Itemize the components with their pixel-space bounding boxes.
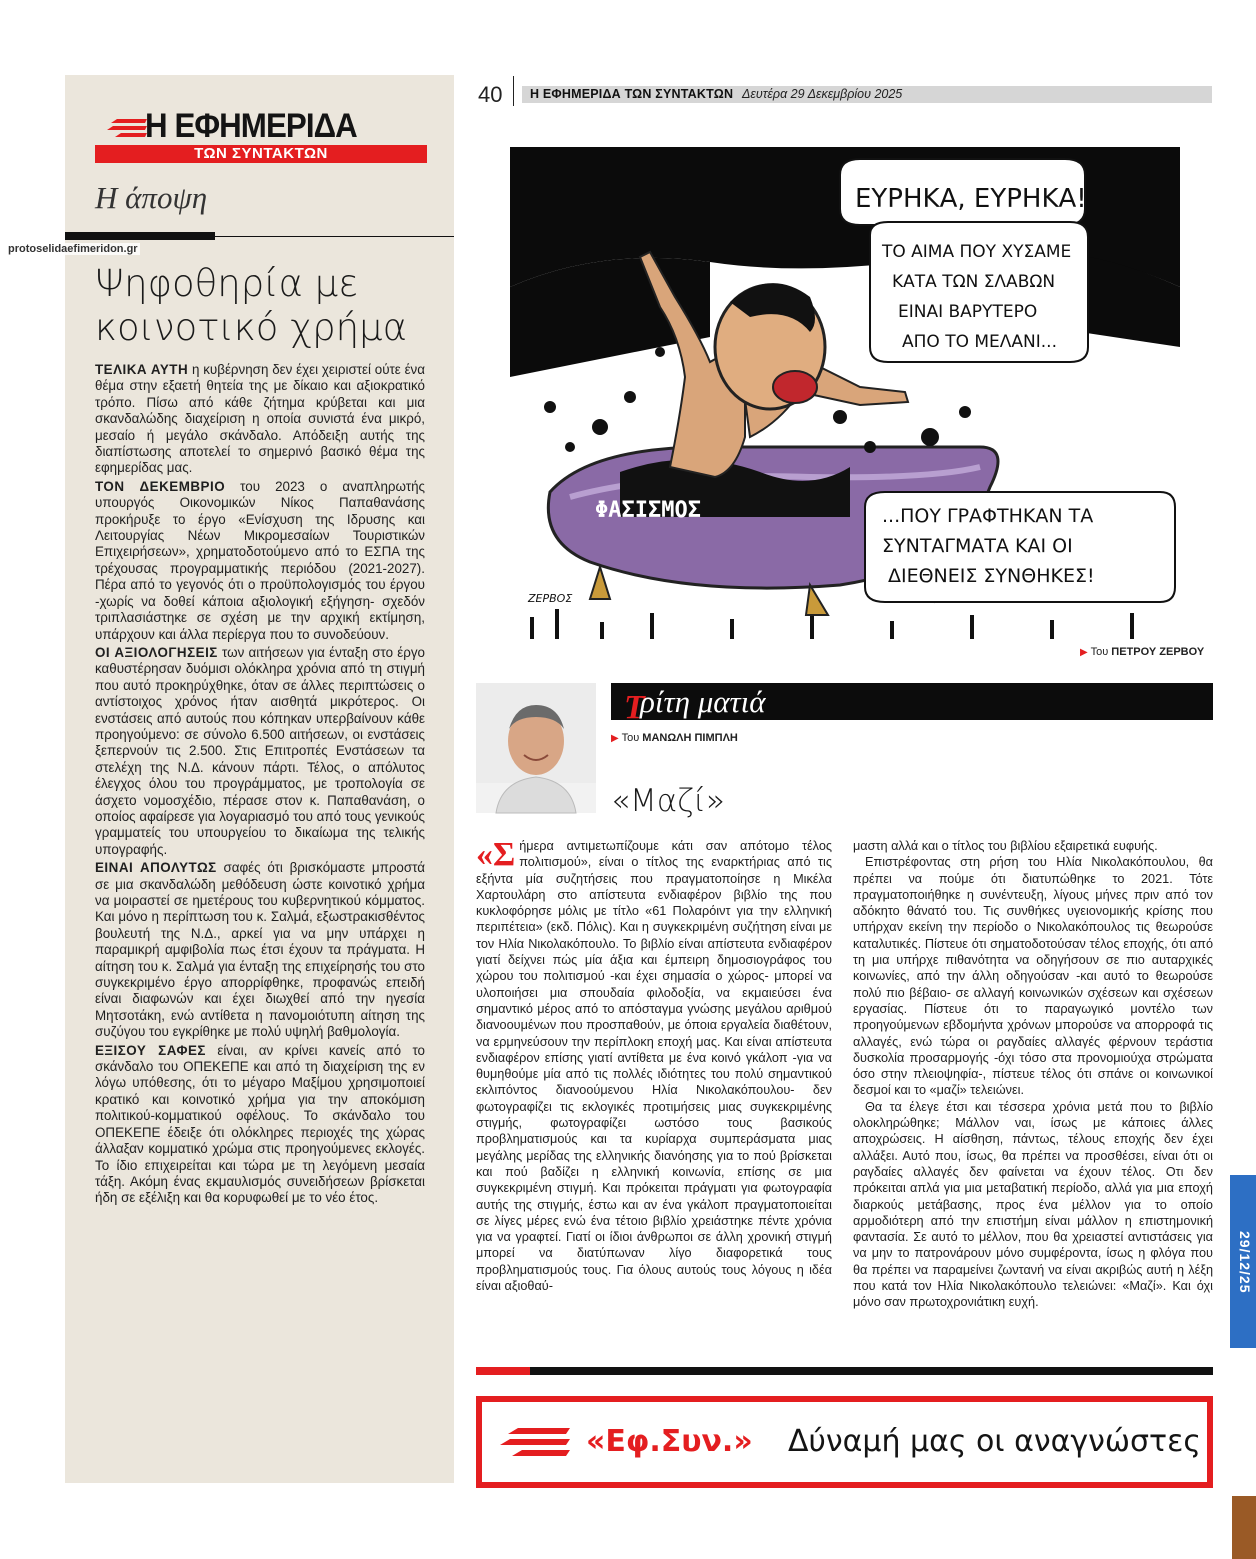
bottom-rule-black <box>530 1367 1213 1375</box>
editorial-column <box>65 75 454 1483</box>
section-rule-thin <box>215 236 454 237</box>
paragraph-lead: ΟΙ ΑΞΙΟΛΟΓΗΣΕΙΣ <box>95 644 218 660</box>
speech-bubble-blood: ΤΟ ΑΙΜΑ ΠΟΥ ΧΥΣΑΜΕ ΚΑΤΑ ΤΩΝ ΣΛΑΒΩΝ ΕΙΝΑΙ ΒΑΡΥΤΕΡΟ ΑΠΟ ΤΟ ΜΕΛΑΝΙ... <box>882 242 1072 352</box>
paragraph-lead: ΕΞΙΣΟΥ ΣΑΦΕΣ <box>95 1042 206 1058</box>
column-text-left <box>476 838 832 1294</box>
paragraph-text: των αιτήσεων για ένταξη στο έργο καθυστέρησαν δυόμισι ολόκληρα χρόνια από τη στιγμή που αυτό προκηρύχθηκε, όταν σε άλλες περιπτώσεις ο αντίστοιχος χρόνος ήταν αισθητά μικρότερος. Οι ενστάσεις από αυτούς που κόπηκαν υπερβαίνουν κάθε προηγούμενο: σε σύνολο 6.500 αιτήσεων, οι ενστάσεις ξεπερνούν τις 2.500. Στις Επιτροπές Ενστάσεων τα στελέχη της Ν.Δ. κάνουν πάρτι. Τέλος, ο απόλυτος έλεγχος όλου του προγράμματος, με τροπολογία σε άσχετο νομοσχέδιο, πέρασε στον κ. Παπαθανάση, ο οποίος αφαίρεσε για λογαριασμό του από τους γενικούς γραμματείς του υπουργείου το δικαίωμα της τελικής υπογραφής. <box>95 644 425 857</box>
masthead-name-bottom: ΤΩΝ ΣΥΝΤΑΚΤΩΝ <box>194 145 328 162</box>
promo-banner[interactable] <box>476 1396 1213 1488</box>
section-label: Η άποψη <box>95 180 208 215</box>
column-paragraph: Θα τα έλεγε έτσι και τέσσερα χρόνια μετά που το βιβλίο ολοκληρώθηκε; Μάλλον ναι, ίσως με κάποιες άλλες αποχρώσεις. Η αίσθηση, πάντως, τέλους εποχής δεν έχει αλλάξει. Αυτό που, ίσως, θα πρέπει να προσθέσει, είναι ότι οι ραγδαίες αλλαγές δεν φαίνεται να έχουν τέλος. Οτι δεν πρόκειται απλά για μια μεταβατική περίοδο, αλλά για μια εποχή διαρκούς μετάβασης, προς ένα μέλλον για το οποίο αρμοδιότερη από την επιστήμη είναι μάλλον η επιστημονική φαντασία. Σε αυτό το μέλλον, που θα χρειαστεί αντιστάσεις για να μην το πατρονάρουν μόνο συμφέροντα, ίσως η φλόγα που θα πρέπει να παραμείνει ζωντανή να είναι ακριβώς αυτή η λέξη που κατά τον Ηλία Νικολακόπουλο τελειώνει: «Μαζί». Και όχι μόνο σαν πρωτοχρονιάτικη ευχή. <box>853 1099 1213 1310</box>
pen-nibs-icon <box>500 1424 570 1460</box>
political-cartoon <box>510 147 1180 639</box>
paragraph-text: είναι, αν κρίνει κανείς από το σκάνδαλο του ΟΠΕΚΕΠΕ και από τη διαχείριση της εν λόγω υπόθεσης, ότι το μέγαρο Μαξίμου χρησιμοποιεί κρατικό και κοινοτικό χρήμα για την αποκόμιση πολιτικού-κομματικού οφέλους. Το σκάνδαλο του ΟΠΕΚΕΠΕ έδειξε ότι ολόκληρες περιοχές της χώρας άλλαξαν κομματικό χρώμα στις προηγούμενες εκλογές. Το ίδιο επιχειρείται και τώρα με τη λεγόμενη μεσαία τάξη. Ακόμη ένας εκμαυλισμός συνειδήσεων βρίσκεται ήδη σε εξέλιξη και θα κορυφωθεί με το νέο έτος. <box>95 1042 425 1206</box>
triangle-right-icon: ▶ <box>611 733 619 744</box>
editorial-paragraph <box>95 1043 425 1207</box>
paragraph-text: η κυβέρνηση δεν έχει χειριστεί ούτε ένα θέμα στην εξαετή θητεία της με δίκαιο και αξιοκρατικό τρόπο. Πίσω από κάθε ζήτημα κρύβεται και μια σκανδαλώδης διαχείριση η οποία συνιστά ένα μικρό, μεσαίο ή μεγάλο σκάνδαλο. Απόδειξη αυτής της διαπίστωσης αποτελεί το σημερινό βασικό θέμα της εφημερίδας μας. <box>95 362 425 476</box>
watermark: protoselidaefimeridon.gr <box>8 243 138 255</box>
author-prefix: Του <box>621 732 640 744</box>
credit-name: ΠΕΤΡΟΥ ΖΕΡΒΟΥ <box>1111 646 1205 658</box>
promo-brand: «Εφ.Συν.» <box>586 1424 753 1459</box>
column-paragraph: Επιστρέφοντας στη ρήση του Ηλία Νικολακόπουλου, θα πρέπει να πούμε ότι διατυπώθηκε το 2021. Τότε πραγματοποιήθηκε η συνέντευξη, λίγους μήνες πριν από τον αδόκητο θάνατό του. Τις συνθήκες υγειονομικής κρίσης που υπήρχαν εκείνη την περίοδο ο Νικολακόπουλος τις θεωρούσε καταλυτικές. Πίστευε ότι σηματοδοτούσαν τέλος εποχής, ότι από τη μια υπήρχε πιθανότητα να οδηγήσουν σε πιο αυταρχικές κοινωνίες, από την άλλη οδηγούσαν -και αυτό το θεωρούσε πολύ πιο βέβαιο- σε αλλαγή κοινωνικών σχέσεων και σχέσεων εργασίας. Πίστευε ότι το παραγωγικό μοντέλο των προηγούμενων εβδομήντα χρόνων μπορούσε να απορροφά τις αλλαγές, ενώ τώρα οι ραγδαίες αλλαγές φέρνουν τεράστια δυσκολία προσαρμογής -όχι τόσο στα προνομιούχα στρώματα όσο στην πλειοψηφία-, πίστευε τέλος ότι σπάνε οι κοινωνικοί δεσμοί και το «μαζί» τελειώνει. <box>853 855 1213 1098</box>
column-paragraph: μαστη αλλά και ο τίτλος του βιβλίου εξαιρετικά ευφυής. <box>853 839 1158 853</box>
masthead-logo[interactable] <box>95 107 427 165</box>
page-number: 40 <box>478 82 503 107</box>
header-separator <box>513 76 514 106</box>
editorial-paragraph <box>95 860 425 1040</box>
promo-inner <box>482 1402 1207 1482</box>
paragraph-text: ήμερα αντιμετωπίζουμε κάτι σαν απότομο τέλος πολιτισμού», είναι ο τίτλος της εναρκτήριας από τις εξήντα μία συζητήσεις που πραγματοποίησε η Μικέλα Χαρτουλάρη στο απίστευτα ενδιαφέρον βιβλίο της που κυκλοφόρησε μόλις με τίτλο «61 Πολαρόιντ για την ελληνική περιπέτεια» (εκδ. Πόλις). Και η συγκεκριμένη συζήτηση είναι με τον Ηλία Νικολακόπουλο. Το βιβλίο είναι απίστευτα ενδιαφέρον γιατί δείχνει πώς μία άξια και έμπειρη δημοσιογράφος του χώρου του πολιτισμού -και έχει σημασία ο χώρος- μπορεί να υλοποιήσει μια σπουδαία φιλοδοξία, να εκμαιεύσει ένα σημαντικό μέρος από το απόσταγμα γνώσης μεγάλου αριθμού διανοουμένων που προσπαθούν, με όποια εργαλεία διαθέτουν, να ερμηνεύσουν την περίπλοκη εποχή μας. Και είναι απίστευτα ενδιαφέρον επίσης γιατί αντίθετα με ένα κοινό γκάλοπ -για να θυμηθούμε μία από τις πολλές ιδιότητες του πολύ σημαντικού εκλιπόντος διανοούμενου Ηλία Νικολακόπουλου- δεν φωτογραφίζει τις εκλογικές προτιμήσεις μιας συγκεκριμένης στιγμής, φωτογραφίζει ωστόσο τους βασικούς προβληματισμούς και τα κυρίαρχα συμπεράσματα μιας μεγάλης μερίδας της ελληνικής διανόησης για το πού βρίσκεται και πού βαδίζει η ελληνική κοινωνία, επίσης σε μια συγκεκριμένη στιγμή. Και πρόκειται πράγματι για φωτογραφία αυτής της στιγμής, έστω και αν ένα γκάλοπ πραγματοποιείται σε λίγες μέρες ενώ ένα τέτοιο βιβλίο χρειάστηκε πέντε χρόνια για να γραφτεί. Γιατί οι ίδιοι άνθρωποι σε άλλη χρονική στιγμή μπορεί να διατύπωναν λίγο διαφορετικά τους προβληματισμούς τους. Για όλους αυτούς τους λόγους η ιδέα είναι αξιοθαύ- <box>476 839 832 1294</box>
editorial-paragraph <box>95 479 425 643</box>
author-photo <box>476 683 596 813</box>
masthead-name-top: Η ΕΦΗΜΕΡΙΔΑ <box>145 107 357 145</box>
promo-slogan: Δύναμή μας οι αναγνώστες <box>788 1424 1201 1459</box>
speech-bubble-constitutions: ...ΠΟΥ ΓΡΑΦΤΗΚΑΝ ΤΑ ΣΥΝΤΑΓΜΑΤΑ ΚΑΙ ΟΙ ΔΙΕΘΝΕΙΣ ΣΥΝΘΗΚΕΣ! <box>882 505 1095 587</box>
cartoon-credit <box>1080 646 1204 658</box>
header-paper-name: Η ΕΦΗΜΕΡΙΔΑ ΤΩΝ ΣΥΝΤΑΚΤΩΝ <box>530 87 734 101</box>
column-paragraph <box>476 838 832 1294</box>
speech-bubble-eureka: ΕΥΡΗΚΑ, ΕΥΡΗΚΑ! <box>855 184 1087 214</box>
paragraph-text: του 2023 ο αναπληρωτής υπουργός Οικονομικών Νίκος Παπαθανάσης προκήρυξε το έργο «Ενίσχυση της Ιδρυσης και Λειτουργίας Νέων Μικρομεσαίων Τουριστικών Επιχειρήσεων», χρηματοδοτούμενο από το ΕΣΠΑ της τρέχουσας προγραμματικής περιόδου (2021-2027). Πέρα από το γεγονός ότι ο προϋπολογισμός του έργου -χωρίς να δοθεί κάποια αξιολογική εξήγηση- σχεδόν τριπλασιάστηκε σε σχέση με την αρχική εκτίμηση, υπάρχουν και άλλα περίεργα που το συνοδεύουν. <box>95 478 426 642</box>
bottom-rule-red <box>476 1367 530 1375</box>
corner-tab[interactable] <box>1232 1496 1256 1559</box>
credit-prefix: Του <box>1090 646 1109 658</box>
column-header-title: ρίτη ματιά <box>640 684 766 719</box>
date-side-tab[interactable] <box>1230 1175 1256 1348</box>
column-title: «Μαζί» <box>611 783 725 819</box>
column-text-right <box>853 838 1213 1311</box>
tub-label: ΦΑΣΙΣΜΟΣ <box>595 498 701 523</box>
paragraph-lead: ΤΕΛΙΚΑ ΑΥΤΗ <box>95 362 189 377</box>
svg-text:Τ: Τ <box>624 689 645 726</box>
column-author <box>611 732 738 744</box>
author-name: ΜΑΝΩΛΗ ΠΙΜΠΛΗ <box>642 732 738 744</box>
section-rule <box>65 232 215 240</box>
triangle-right-icon: ▶ <box>1080 647 1088 658</box>
header-date: Δευτέρα 29 Δεκεμβρίου 2025 <box>742 87 903 101</box>
editorial-title: Ψηφοθηρία με κοινοτικό χρήμα <box>95 262 407 349</box>
editorial-paragraph <box>95 362 425 477</box>
cartoonist-signature: ΖΕΡΒΟΣ <box>528 592 573 605</box>
editorial-body <box>95 362 425 1209</box>
logo-streaks-icon <box>107 117 147 139</box>
editorial-paragraph <box>95 645 425 858</box>
paragraph-text: σαφές ότι βρισκόμαστε μπροστά σε μια σκανδαλώδη μεθόδευση ώστε κοινοτικό χρήμα να μοιραστεί σε ημετέρους του κυβερνητικού κόμματος. Και μόνο η περίπτωση του κ. Σαλμά, εξωστρακισθέντος βουλευτή της Ν.Δ., αρκεί για να μην υπάρχει η παραμικρή αμφιβολία πως έτσι έχουν τα πράγματα. Η αίτηση του κ. Σαλμά για ένταξη της επιχείρησής του στο συγκεκριμένο έργο απορρίφθηκε, προφανώς επειδή είναι διαφωνών και έχει διωχθεί από την ηγεσία Μητσοτάκη, ενώ αντίθετα η πανομοιότυπη αίτηση της συζύγου του εγκρίθηκε με πολύ υψηλή βαθμολογία. <box>95 860 425 1040</box>
paragraph-lead: ΕΙΝΑΙ ΑΠΟΛΥΤΩΣ <box>95 860 217 876</box>
paragraph-lead: ΤΟΝ ΔΕΚΕΜΒΡΙΟ <box>95 478 226 494</box>
dropcap: «Σ <box>476 836 516 873</box>
date-tab-label: 29/12/25 <box>1237 1230 1253 1294</box>
